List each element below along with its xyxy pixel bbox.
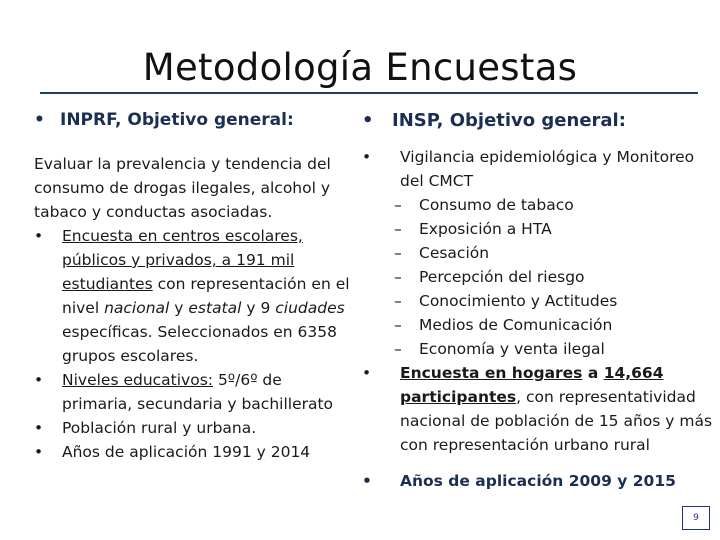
levels-label: Niveles educativos: xyxy=(62,371,214,389)
households-desc: , con representatividad nacional de población de 15 años y más con representación urbano rural xyxy=(400,388,713,454)
cmct-subitem: – Exposición a HTA xyxy=(362,217,714,241)
inprf-heading: • INPRF, Objetivo general: xyxy=(34,110,354,130)
participants-text: 14,664 participantes xyxy=(400,364,664,406)
survey-text: con representación en el nivel xyxy=(62,275,350,317)
estatal-text: estatal xyxy=(188,299,242,317)
insp-subitems xyxy=(362,193,714,361)
title-divider xyxy=(40,92,698,94)
left-column xyxy=(34,110,354,464)
survey-schools-link: Encuesta en centros escolares, públicos y privados, a 191 mil estudiantes xyxy=(62,227,303,293)
inprf-objective: Evaluar la prevalencia y tendencia del consumo de drogas ilegales, alcohol y tabaco y conductas asociadas. xyxy=(34,155,331,221)
nacional-text: nacional xyxy=(104,299,170,317)
inprf-bullet-survey xyxy=(34,224,354,368)
page-number-badge: 9 xyxy=(682,506,710,530)
households-text: Encuesta en hogares xyxy=(400,364,583,382)
insp-bullet-surveillance: • Vigilancia epidemiológica y Monitoreo del CMCT xyxy=(362,145,714,193)
cmct-subitem: – Medios de Comunicación xyxy=(362,313,714,337)
levels-text: 5º/6º de primaria, secundaria y bachillerato xyxy=(62,371,334,413)
cmct-subitem: – Conocimiento y Actitudes xyxy=(362,289,714,313)
right-column xyxy=(362,110,714,493)
cmct-subitem: – Consumo de tabaco xyxy=(362,193,714,217)
insp-bullet-years: • Años de aplicación 2009 y 2015 xyxy=(362,469,714,493)
cmct-subitem: – Economía y venta ilegal xyxy=(362,337,714,361)
survey-text-2: específicas. Seleccionados en 6358 grupos escolares. xyxy=(62,323,337,365)
conj-text: y xyxy=(169,299,189,317)
cmct-subitem: – Percepción del riesgo xyxy=(362,265,714,289)
inprf-bullet-levels xyxy=(34,368,354,416)
ciudades-text: ciudades xyxy=(275,299,345,317)
insp-heading: • INSP, Objetivo general: xyxy=(362,110,714,131)
inprf-bullet-population: • Población rural y urbana. xyxy=(34,416,354,440)
nine-text: y 9 xyxy=(241,299,276,317)
cmct-subitem: – Cesación xyxy=(362,241,714,265)
page-title: Metodología Encuestas xyxy=(142,46,578,89)
insp-bullet-households xyxy=(362,361,714,457)
households-a: a xyxy=(582,364,604,382)
inprf-bullet-years: • Años de aplicación 1991 y 2014 xyxy=(34,440,354,464)
